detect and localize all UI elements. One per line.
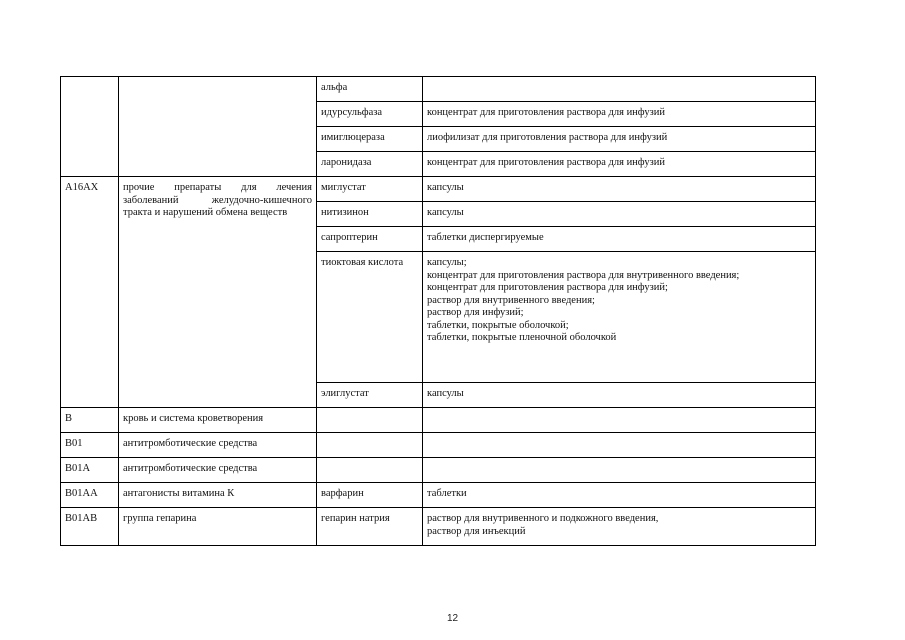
drug-table [60,76,816,546]
code-cell [61,77,119,177]
form-cell: капсулы [423,383,816,408]
drug-cell: тиоктовая кислота [317,252,423,383]
drug-cell: альфа [317,77,423,102]
drug-cell: имиглюцераза [317,127,423,152]
drug-cell: ларонидаза [317,152,423,177]
drug-cell: элиглустат [317,383,423,408]
drug-cell: нитизинон [317,202,423,227]
form-cell: лиофилизат для приготовления раствора для инфузий [423,127,816,152]
group-cell: группа гепарина [119,508,317,546]
form-cell: таблетки [423,483,816,508]
form-line: концентрат для приготовления раствора для инфузий; [427,282,668,293]
table-row [61,433,816,458]
group-cell: кровь и система кроветворения [119,408,317,433]
form-line: раствор для инфузий; [427,307,524,318]
group-cell: антитромботические средства [119,458,317,483]
form-cell: капсулы [423,177,816,202]
page-number: 12 [446,613,459,624]
group-cell: антитромботические средства [119,433,317,458]
code-cell: B01 [61,433,119,458]
drug-cell: гепарин натрия [317,508,423,546]
form-cell [423,508,816,546]
form-cell: капсулы [423,202,816,227]
table-row [61,177,816,202]
group-cell [119,77,317,177]
form-line: раствор для внутривенного и подкожного введения, [427,513,659,524]
form-cell [423,77,816,102]
drug-cell: варфарин [317,483,423,508]
form-line: раствор для инъекций [427,525,526,537]
drug-cell [317,408,423,433]
group-cell: прочие препараты для лечения заболеваний желудочно-кишечного тракта и нарушений обмена веществ [119,177,317,408]
drug-cell [317,458,423,483]
table-row [61,508,816,546]
code-cell: B01AB [61,508,119,546]
form-line: таблетки, покрытые оболочкой; [427,319,569,331]
code-cell: B01A [61,458,119,483]
table-row [61,483,816,508]
drug-cell [317,433,423,458]
table-row [61,77,816,102]
form-cell [423,408,816,433]
group-cell: антагонисты витамина К [119,483,317,508]
drug-cell: сапроптерин [317,227,423,252]
form-line: капсулы; [427,257,467,268]
code-cell: B [61,408,119,433]
form-cell [423,433,816,458]
form-cell [423,458,816,483]
form-cell: концентрат для приготовления раствора для инфузий [423,152,816,177]
table-row [61,408,816,433]
table-row [61,458,816,483]
form-line: таблетки, покрытые пленочной оболочкой [427,332,617,343]
code-cell: B01AA [61,483,119,508]
form-cell: таблетки диспергируемые [423,227,816,252]
drug-cell: идурсульфаза [317,102,423,127]
form-cell: концентрат для приготовления раствора для инфузий [423,102,816,127]
form-line: концентрат для приготовления раствора для внутривенного введения; [427,269,740,281]
code-cell: A16AX [61,177,119,408]
drug-cell: миглустат [317,177,423,202]
form-cell [423,252,816,383]
form-line: раствор для внутривенного введения; [427,294,595,306]
